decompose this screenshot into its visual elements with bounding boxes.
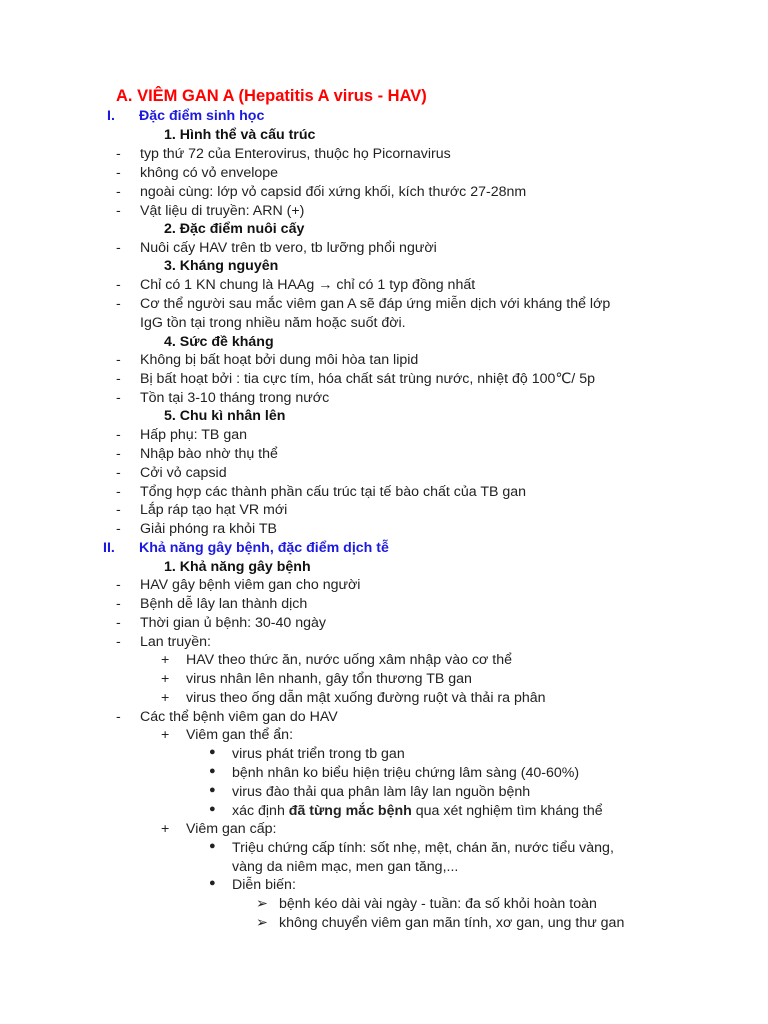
list-item: Cởi vỏ capsid [140,465,227,481]
subsection-title: 5. Chu kì nhân lên [164,408,286,424]
subsection-title: 2. Đặc điểm nuôi cấy [164,221,305,237]
dash-bullet: - [116,146,121,162]
subsection-title: 1. Khả năng gây bệnh [164,559,311,575]
dash-bullet: - [116,203,121,219]
nested-list-item-continuation: vàng da niêm mạc, men gan tăng,... [232,859,459,875]
list-item: Lan truyền: [140,634,211,650]
sub-list-item: Viêm gan cấp: [186,821,277,837]
dash-bullet: - [116,277,121,293]
deep-list-item: không chuyển viêm gan mãn tính, xơ gan, ung thư gan [279,915,625,931]
dash-bullet: - [116,165,121,181]
list-item: ngoài cùng: lớp vỏ capsid đối xứng khối, kích thước 27-28nm [140,184,527,200]
nested-list-item: Triệu chứng cấp tính: sốt nhẹ, mệt, chán ăn, nước tiểu vàng, [232,840,614,856]
section-number: II. [103,540,115,556]
nested-list-item: virus đào thải qua phân làm lây lan nguồn bệnh [232,784,531,800]
list-item: Tổng hợp các thành phần cấu trúc tại tế bào chất của TB gan [140,484,527,500]
dash-bullet: - [116,484,121,500]
dot-bullet: ● [209,803,216,815]
subsection-title: 1. Hình thể và cấu trúc [164,127,316,143]
plus-bullet: + [161,671,170,687]
text-run: xác định [232,803,289,819]
dash-bullet: - [116,240,121,256]
list-item: Chỉ có 1 KN chung là HAAg → chỉ có 1 typ đồng nhất [140,277,476,293]
section-number: I. [107,108,115,124]
plus-bullet: + [161,652,170,668]
dot-bullet: ● [209,746,216,758]
dot-bullet: ● [209,784,216,796]
arrow-bullet: ➢ [256,915,268,931]
list-item: không có vỏ envelope [140,165,279,181]
dot-bullet: ● [209,840,216,852]
arrow-bullet: ➢ [256,896,268,912]
list-item: Bị bất hoạt bởi : tia cực tím, hóa chất sát trùng nước, nhiệt độ 100℃/ 5p [140,371,595,387]
nested-list-item: Diễn biến: [232,877,296,893]
dash-bullet: - [116,502,121,518]
dash-bullet: - [116,709,121,725]
dash-bullet: - [116,521,121,537]
dash-bullet: - [116,371,121,387]
dash-bullet: - [116,390,121,406]
list-item: Thời gian ủ bệnh: 30-40 ngày [140,615,326,631]
section-title: Đặc điểm sinh học [139,108,265,124]
bold-text: đã từng mắc bệnh [288,803,412,819]
dash-bullet: - [116,577,121,593]
list-item: HAV gây bệnh viêm gan cho người [140,577,361,593]
sub-list-item: virus nhân lên nhanh, gây tổn thương TB gan [186,671,472,687]
text-run: qua xét nghiệm tìm kháng thể [411,803,603,819]
section-title: Khả năng gây bệnh, đặc điểm dịch tễ [139,540,389,556]
document-title: A. VIÊM GAN A (Hepatitis A virus - HAV) [116,87,427,105]
nested-list-item [232,803,603,819]
dash-bullet: - [116,465,121,481]
subsection-title: 3. Kháng nguyên [164,258,279,274]
sub-list-item: virus theo ống dẫn mật xuống đường ruột và thải ra phân [186,690,546,706]
dot-bullet: ● [209,877,216,889]
subsection-title: 4. Sức đề kháng [164,334,274,350]
dash-bullet: - [116,352,121,368]
dash-bullet: - [116,296,121,312]
deep-list-item: bệnh kéo dài vài ngày - tuần: đa số khỏi hoàn toàn [279,896,597,912]
list-item: Bệnh dễ lây lan thành dịch [140,596,308,612]
nested-list-item: virus phát triển trong tb gan [232,746,405,762]
list-item: typ thứ 72 của Enterovirus, thuộc họ Picornavirus [140,146,451,162]
dot-bullet: ● [209,765,216,777]
dash-bullet: - [116,634,121,650]
sub-list-item: Viêm gan thể ẩn: [186,727,294,743]
plus-bullet: + [161,690,170,706]
dash-bullet: - [116,427,121,443]
list-item: Các thể bệnh viêm gan do HAV [140,709,338,725]
plus-bullet: + [161,727,170,743]
dash-bullet: - [116,615,121,631]
sub-list-item: HAV theo thức ăn, nước uống xâm nhập vào cơ thể [186,652,512,668]
nested-list-item: bệnh nhân ko biểu hiện triệu chứng lâm sàng (40-60%) [232,765,580,781]
list-item: Hấp phụ: TB gan [140,427,248,443]
list-item: Không bị bất hoạt bởi dung môi hòa tan lipid [140,352,419,368]
dash-bullet: - [116,596,121,612]
plus-bullet: + [161,821,170,837]
list-item: Cơ thể người sau mắc viêm gan A sẽ đáp ứng miễn dịch với kháng thể lớp [140,296,611,312]
list-item: Giải phóng ra khỏi TB [140,521,277,537]
list-item: Nuôi cấy HAV trên tb vero, tb lưỡng phổi người [140,240,437,256]
dash-bullet: - [116,446,121,462]
list-item: Nhập bào nhờ thụ thể [140,446,278,462]
list-item: Lắp ráp tạo hạt VR mới [140,502,288,518]
dash-bullet: - [116,184,121,200]
list-item: Tồn tại 3-10 tháng trong nước [140,390,330,406]
list-item: Vật liệu di truyền: ARN (+) [140,203,305,219]
list-item-continuation: IgG tồn tại trong nhiều năm hoặc suốt đời. [140,315,406,331]
